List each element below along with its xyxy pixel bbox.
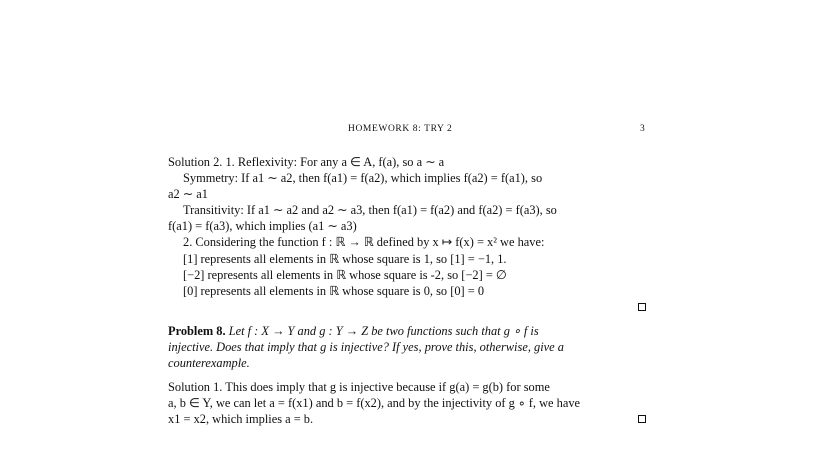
qed-square-icon bbox=[638, 303, 646, 311]
problem-line bbox=[168, 323, 646, 339]
text-line: [1] represents all elements in ℝ whose square is 1, so [1] = −1, 1. bbox=[183, 251, 507, 266]
problem-line bbox=[168, 355, 646, 371]
text-line: [−2] represents all elements in ℝ whose square is -2, so [−2] = ∅ bbox=[183, 267, 507, 282]
page-number: 3 bbox=[640, 124, 645, 134]
text-segment: x1 = x2, which implies a = b. bbox=[168, 412, 314, 427]
problem-8 bbox=[168, 323, 646, 371]
qed-row bbox=[168, 299, 646, 315]
document-body bbox=[168, 154, 646, 428]
text-line: Symmetry: If a1 ∼ a2, then f(a1) = f(a2), which implies f(a2) = f(a1), so bbox=[183, 171, 543, 186]
text-line: Transitivity: If a1 ∼ a2 and a2 ∼ a3, then f(a1) = f(a2) and f(a2) = f(a3), so bbox=[183, 203, 557, 218]
text-line bbox=[168, 411, 646, 427]
solution-1 bbox=[168, 379, 646, 427]
problem-text: counterexample. bbox=[168, 356, 250, 371]
text-line: 2. Considering the function f : ℝ → ℝ defined by x ↦ f(x) = x² we have: bbox=[183, 235, 545, 250]
problem-label: Problem 8. bbox=[168, 323, 226, 338]
running-header bbox=[0, 124, 815, 140]
text-line: Solution 1. This does imply that g is injective because if g(a) = g(b) for some bbox=[168, 380, 550, 395]
text-line: Solution 2. 1. Reflexivity: For any a ∈ A, f(a), so a ∼ a bbox=[168, 155, 445, 169]
qed-square-icon bbox=[638, 415, 646, 423]
text-line: a, b ∈ Y, we can let a = f(x1) and b = f(x2), and by the injectivity of g ∘ f, we have bbox=[168, 396, 581, 411]
header-title: HOMEWORK 8: TRY 2 bbox=[348, 124, 453, 134]
problem-line bbox=[168, 339, 646, 355]
problem-text: Let f : X → Y and g : Y → Z be two functions such that g ∘ f is bbox=[228, 323, 539, 338]
solution-2 bbox=[168, 154, 646, 315]
text-line: [0] represents all elements in ℝ whose square is 0, so [0] = 0 bbox=[183, 283, 485, 298]
problem-text: injective. Does that imply that g is injective? If yes, prove this, otherwise, give a bbox=[168, 340, 564, 355]
text-line: a2 ∼ a1 bbox=[168, 187, 208, 202]
text-line: f(a1) = f(a3), which implies (a1 ∼ a3) bbox=[168, 219, 357, 234]
